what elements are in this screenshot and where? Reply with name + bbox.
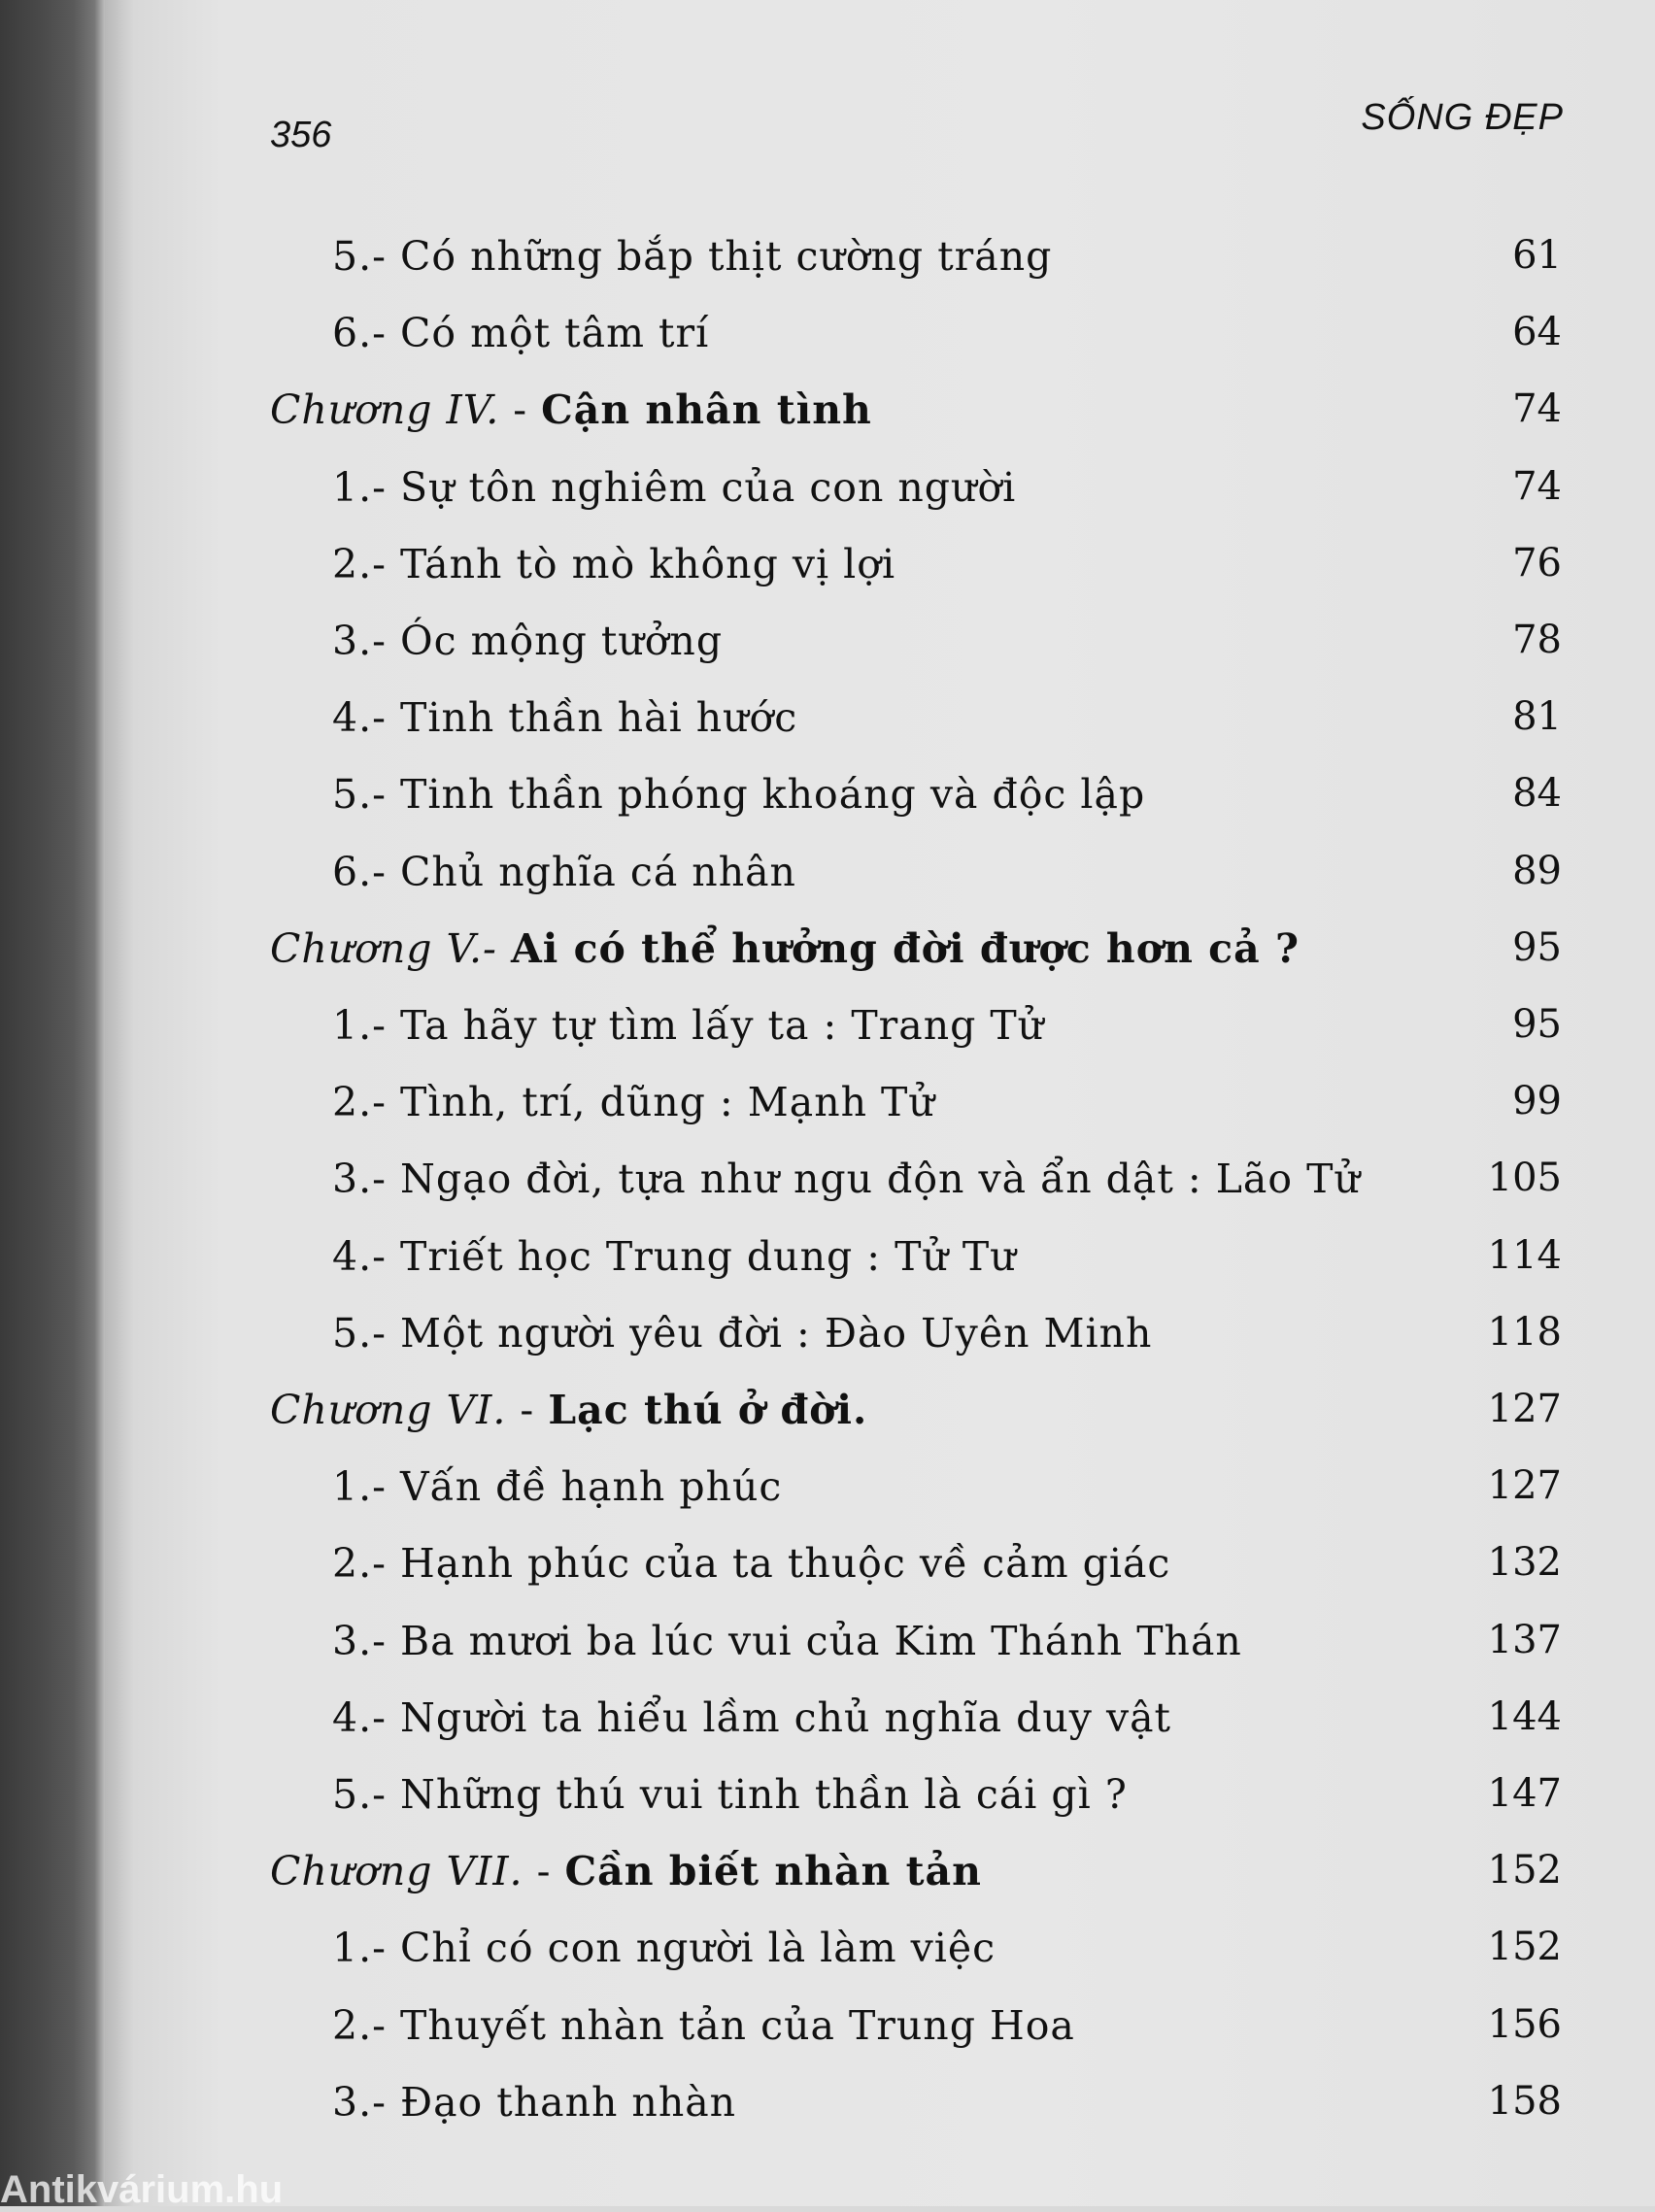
chapter-separator: - bbox=[499, 386, 542, 434]
toc-page-number: 127 bbox=[1487, 1387, 1562, 1431]
toc-section-label: 1.- Vấn đề hạnh phúc bbox=[332, 1463, 783, 1511]
toc-section-label: 4.- Người ta hiểu lầm chủ nghĩa duy vật bbox=[332, 1693, 1172, 1741]
toc-section-label: 3.- Đạo thanh nhàn bbox=[332, 2078, 737, 2126]
toc-page-number: 118 bbox=[1487, 1309, 1562, 1355]
chapter-prefix: Chương VII. bbox=[270, 1848, 524, 1895]
page-header bbox=[105, 97, 1655, 165]
toc-section-row bbox=[105, 1456, 1655, 1524]
page-number: 356 bbox=[270, 115, 332, 155]
toc-chapter-label bbox=[270, 1387, 867, 1433]
toc-page-number: 127 bbox=[1487, 1463, 1562, 1509]
toc-section-label: 4.- Tinh thần hài hước bbox=[332, 694, 798, 742]
toc-section-row bbox=[105, 1532, 1655, 1600]
toc-section-row bbox=[105, 610, 1655, 678]
toc-page-number: 74 bbox=[1512, 386, 1562, 432]
toc-page-number: 152 bbox=[1487, 1848, 1562, 1894]
toc-page-number: 132 bbox=[1487, 1540, 1562, 1586]
toc-section-row bbox=[105, 1610, 1655, 1678]
toc-section-label: 3.- Óc mộng tưởng bbox=[332, 618, 724, 664]
toc-section-row bbox=[105, 1687, 1655, 1755]
toc-section-row bbox=[105, 994, 1655, 1062]
toc-section-row bbox=[105, 763, 1655, 831]
toc-page-number: 89 bbox=[1512, 848, 1562, 893]
toc-page-number: 95 bbox=[1512, 924, 1562, 970]
toc-section-label: 2.- Tình, trí, dũng : Mạnh Tử bbox=[332, 1079, 935, 1126]
toc-page-number: 99 bbox=[1512, 1079, 1562, 1124]
book-page bbox=[105, 0, 1655, 2206]
chapter-title: Ai có thể hưởng đời được hơn cả ? bbox=[510, 924, 1300, 972]
toc-section-row bbox=[105, 841, 1655, 909]
toc-section-label: 3.- Ngạo đời, tựa như ngu độn và ẩn dật : Lão Tử bbox=[332, 1156, 1361, 1203]
toc-page-number: 74 bbox=[1512, 463, 1562, 509]
toc-section-row bbox=[105, 533, 1655, 601]
chapter-prefix: Chương VI. bbox=[270, 1387, 507, 1433]
running-title: SỐNG ĐẸP bbox=[1361, 97, 1564, 138]
toc-section-label: 1.- Chỉ có con người là làm việc bbox=[332, 1925, 996, 1972]
toc-section-row bbox=[105, 1763, 1655, 1831]
chapter-title: Cận nhân tình bbox=[541, 386, 872, 434]
toc-section-row bbox=[105, 1302, 1655, 1370]
toc-section-row bbox=[105, 687, 1655, 754]
chapter-title: Cần biết nhàn tản bbox=[564, 1848, 982, 1895]
toc-page-number: 78 bbox=[1512, 618, 1562, 662]
toc-chapter-label bbox=[270, 386, 872, 433]
toc-section-label: 5.- Có những bắp thịt cường tráng bbox=[332, 233, 1053, 280]
toc-section-row bbox=[105, 2071, 1655, 2139]
toc-section-label: 4.- Triết học Trung dung : Tử Tư bbox=[332, 1232, 1017, 1280]
toc-section-label: 1.- Ta hãy tự tìm lấy ta : Trang Tử bbox=[332, 1002, 1045, 1049]
toc-page-number: 64 bbox=[1512, 310, 1562, 355]
toc-section-label: 3.- Ba mươi ba lúc vui của Kim Thánh Thán bbox=[332, 1617, 1242, 1664]
watermark: Antikvárium.hu bbox=[0, 2168, 284, 2211]
toc-section-label: 1.- Sự tôn nghiêm của con người bbox=[332, 463, 1017, 511]
toc-section-row bbox=[105, 1071, 1655, 1139]
toc-section-label: 2.- Hạnh phúc của ta thuộc về cảm giác bbox=[332, 1540, 1171, 1588]
toc-page-number: 137 bbox=[1487, 1617, 1562, 1662]
toc-section-row bbox=[105, 1148, 1655, 1216]
toc-page-number: 95 bbox=[1512, 1002, 1562, 1047]
chapter-title: Lạc thú ở đời. bbox=[548, 1387, 868, 1433]
toc-section-label: 6.- Chủ nghĩa cá nhân bbox=[332, 848, 796, 895]
toc-page-number: 156 bbox=[1487, 2001, 1562, 2047]
chapter-prefix: Chương V.- bbox=[270, 924, 497, 972]
toc-chapter-row bbox=[105, 1379, 1655, 1447]
toc-chapter-row bbox=[105, 918, 1655, 986]
toc-section-row bbox=[105, 225, 1655, 293]
toc-page-number: 84 bbox=[1512, 771, 1562, 817]
chapter-separator: - bbox=[523, 1848, 565, 1895]
toc-section-label: 5.- Tinh thần phóng khoáng và độc lập bbox=[332, 771, 1146, 819]
toc-section-row bbox=[105, 1994, 1655, 2062]
toc-page-number: 61 bbox=[1512, 233, 1562, 278]
toc-chapter-label bbox=[270, 925, 1300, 972]
chapter-separator bbox=[497, 925, 511, 972]
toc-page-number: 81 bbox=[1512, 694, 1562, 740]
chapter-separator: - bbox=[506, 1387, 549, 1433]
toc-section-row bbox=[105, 456, 1655, 524]
toc-page-number: 105 bbox=[1487, 1156, 1562, 1201]
toc-section-label: 5.- Một người yêu đời : Đào Uyên Minh bbox=[332, 1309, 1153, 1357]
toc-chapter-label bbox=[270, 1848, 982, 1894]
toc-page-number: 147 bbox=[1487, 1771, 1562, 1816]
toc-section-label: 6.- Có một tâm trí bbox=[332, 310, 710, 357]
toc-page-number: 76 bbox=[1512, 540, 1562, 586]
toc-section-row bbox=[105, 1917, 1655, 1985]
toc-section-label: 5.- Những thú vui tinh thần là cái gì ? bbox=[332, 1771, 1128, 1818]
toc-page-number: 158 bbox=[1487, 2078, 1562, 2124]
chapter-prefix: Chương IV. bbox=[270, 386, 500, 434]
toc-section-label: 2.- Tánh tò mò không vị lợi bbox=[332, 540, 896, 587]
toc-chapter-row bbox=[105, 379, 1655, 447]
toc-section-label: 2.- Thuyết nhàn tản của Trung Hoa bbox=[332, 2001, 1075, 2049]
toc-section-row bbox=[105, 302, 1655, 370]
toc-section-row bbox=[105, 1225, 1655, 1293]
toc-page-number: 144 bbox=[1487, 1693, 1562, 1739]
toc-page-number: 152 bbox=[1487, 1925, 1562, 1970]
book-spine bbox=[0, 0, 105, 2206]
toc-chapter-row bbox=[105, 1840, 1655, 1908]
toc-page-number: 114 bbox=[1487, 1232, 1562, 1278]
